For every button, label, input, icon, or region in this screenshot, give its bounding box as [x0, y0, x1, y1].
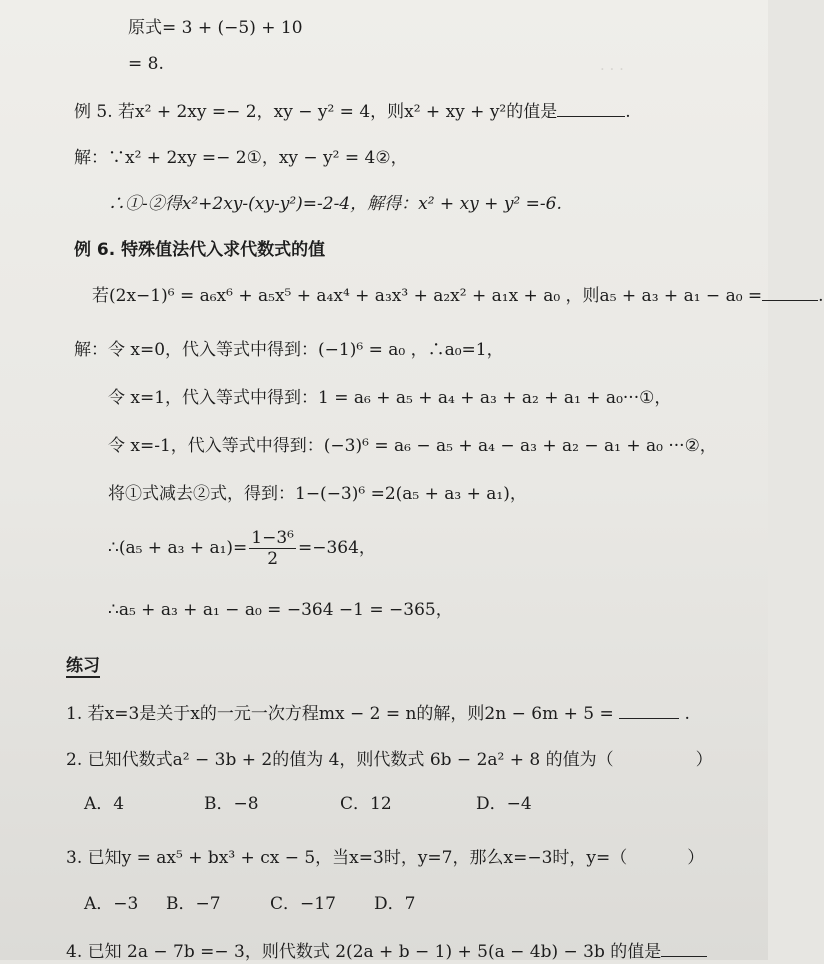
bleed-through-text: · · ·: [600, 60, 624, 78]
q3-options: [84, 892, 415, 916]
example-6-solution-line4: 将①式减去②式，得到：1−(−3)⁶ =2(a₅ + a₃ + a₁)，: [108, 484, 527, 504]
q1-text: 1. 若x=3是关于x的一元一次方程mx − 2 = n的解，则2n − 6m + 5 =: [66, 704, 614, 724]
example-6-solution-line3: 令 x=-1，代入等式中得到：(−3)⁶ = a₆ − a₅ + a₄ − a₃ + a₂ − a₁ + a₀ ···②，: [108, 436, 717, 456]
q3-option-c: C．−17: [270, 894, 336, 914]
q3-option-b: B．−7: [166, 894, 221, 914]
example-6-solution-line1: 解：令 x=0，代入等式中得到：(−1)⁶ = a₀ ，∴a₀=1，: [74, 340, 504, 360]
q2-option-d: D．−4: [476, 794, 532, 814]
q2-option-c: C．12: [340, 794, 392, 814]
answer-blank: [661, 956, 707, 957]
example-6-solution-line2: 令 x=1，代入等式中得到：1 = a₆ + a₅ + a₄ + a₃ + a₂ + a₁ + a₀···①，: [108, 388, 672, 408]
example-6-solution-final: ∴a₅ + a₃ + a₁ − a₀ = −364 −1 = −365，: [108, 600, 453, 620]
practice-question-4: [66, 940, 707, 964]
example-6-fraction-line: [108, 528, 376, 569]
answer-blank: [619, 718, 679, 719]
example-5-question: 例 5. 若x² + 2xy =− 2，xy − y² = 4，则x² + xy + y²的值是 .: [74, 102, 631, 122]
fraction: [249, 528, 296, 569]
practice-question-1: 1. 若x=3是关于x的一元一次方程mx − 2 = n的解，则2n − 6m + 5 = .: [66, 704, 690, 724]
example-6-heading: 例 6. 特殊值法代入求代数式的值: [74, 240, 326, 260]
practice-heading-text: 练习: [66, 656, 100, 676]
q2-option-b: B．−8: [204, 794, 259, 814]
example-6-question: 若(2x−1)⁶ = a₆x⁶ + a₅x⁵ + a₄x⁴ + a₃x³ + a₂x² + a₁x + a₀ ，则a₅ + a₃ + a₁ − a₀ = .: [92, 286, 824, 306]
line-result: = 8.: [128, 54, 164, 74]
fraction-prefix: ∴(a₅ + a₃ + a₁)=: [108, 538, 248, 558]
practice-question-2: 2. 已知代数式a² − 3b + 2的值为 4，则代数式 6b − 2a² + 8 的值为（ ）: [66, 750, 713, 770]
fraction-suffix: =−364: [297, 538, 359, 558]
q2-options: [84, 792, 532, 816]
q2-option-a: A．4: [84, 794, 125, 814]
fraction-denominator: 2: [267, 549, 279, 569]
fraction-numerator: 1−3⁶: [251, 528, 294, 548]
practice-question-3: 3. 已知y = ax⁵ + bx³ + cx − 5，当x=3时，y=7，那么x=−3时，y=（ ）: [66, 848, 705, 868]
example-5-solution-line2: ∴①-②得x²+2xy-(xy-y²)=-2-4，解得：x² + xy + y² =-6.: [108, 194, 562, 214]
answer-blank: [762, 300, 818, 301]
example-5-text: 例 5. 若x² + 2xy =− 2，xy − y² = 4，则x² + xy + y²的值是: [74, 102, 558, 122]
answer-blank: [557, 116, 625, 117]
q3-option-a: A．−3: [84, 894, 139, 914]
example-5-solution-line1: 解：∵x² + 2xy =− 2①，xy − y² = 4②，: [74, 148, 408, 168]
example-6-text: 若(2x−1)⁶ = a₆x⁶ + a₅x⁵ + a₄x⁴ + a₃x³ + a₂x² + a₁x + a₀ ，则a₅ + a₃ + a₁ − a₀ =: [92, 286, 763, 306]
line-original-expression: 原式= 3 + (−5) + 10: [128, 18, 303, 38]
practice-heading: [66, 654, 100, 678]
q3-option-d: D．7: [374, 894, 416, 914]
q2-text: 2. 已知代数式a² − 3b + 2的值为 4，则代数式 6b − 2a² + 8 的值为（: [66, 750, 614, 770]
fraction-trail: ，: [358, 538, 376, 558]
q3-text: 3. 已知y = ax⁵ + bx³ + cx − 5，当x=3时，y=7，那么x=−3时，y=（: [66, 848, 628, 868]
q4-text: 4. 已知 2a − 7b =− 3，则代数式 2(2a + b − 1) + 5(a − 4b) − 3b 的值是: [66, 942, 662, 962]
